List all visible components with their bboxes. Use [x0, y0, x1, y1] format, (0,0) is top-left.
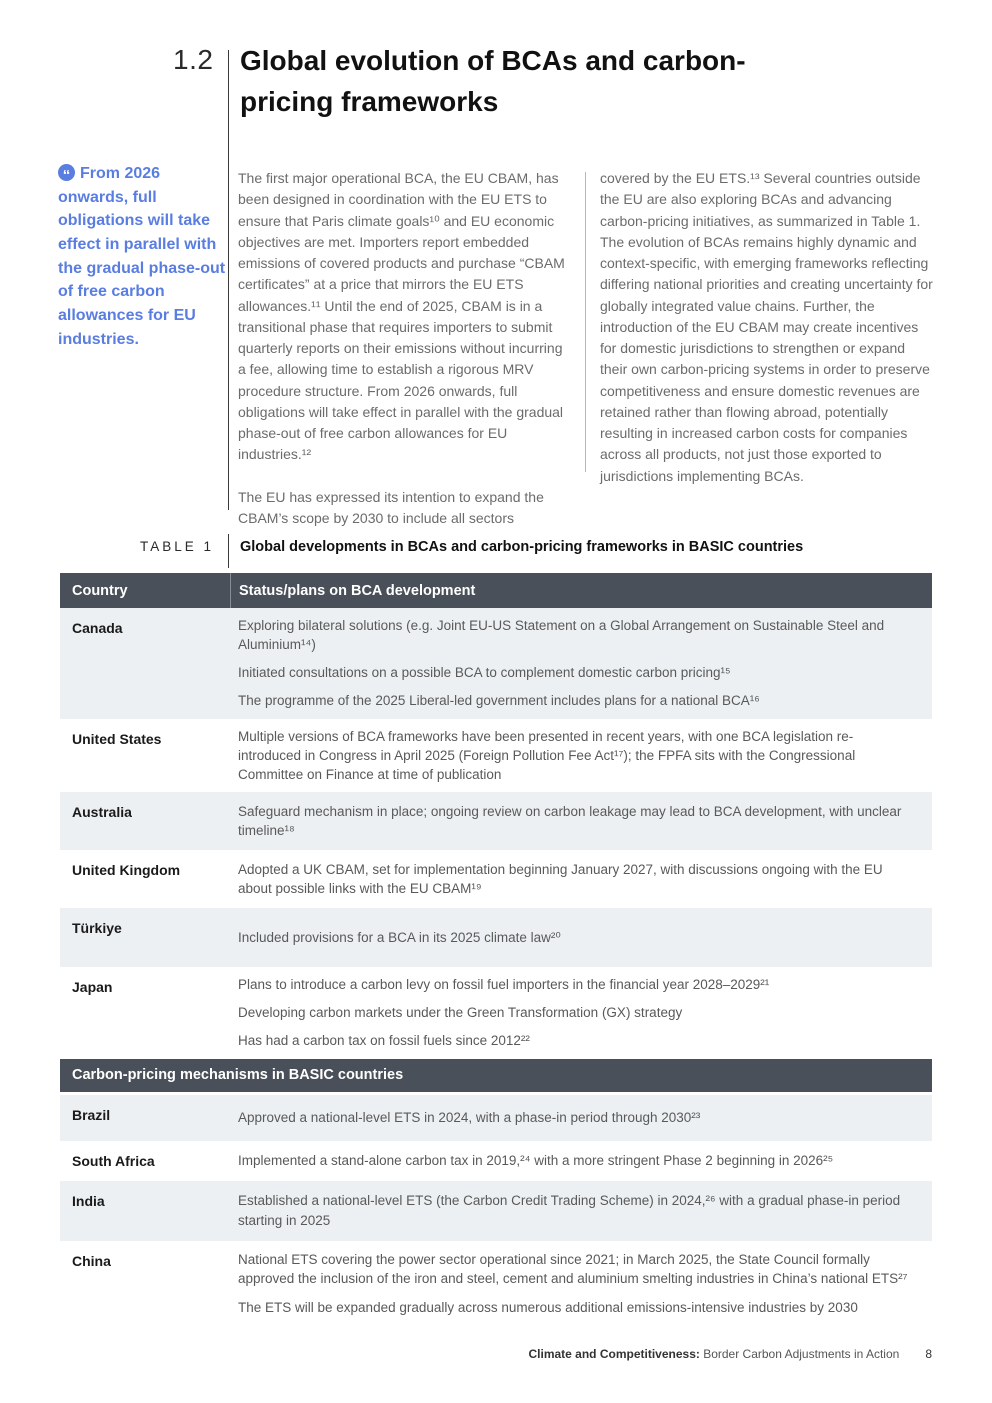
section-number: 1.2	[173, 44, 214, 75]
status-cell	[238, 608, 932, 719]
table-label: TABLE 1	[139, 539, 214, 554]
status-paragraph: Has had a carbon tax on fossil fuels since 2012²²	[238, 1033, 530, 1049]
body-column-2	[600, 168, 934, 487]
column-divider-rule	[585, 172, 586, 472]
table-row-australia	[60, 792, 932, 850]
table-caption: Global developments in BCAs and carbon-pricing frameworks in BASIC countries	[240, 539, 804, 555]
table-row-south-africa	[60, 1141, 932, 1181]
status-paragraph: Implemented a stand-alone carbon tax in 2019,²⁴ with a more stringent Phase 2 beginning in 2026²⁵	[238, 1152, 834, 1168]
status-paragraph: Initiated consultations on a possible BCA to complement domestic carbon pricing¹⁵	[238, 665, 731, 681]
status-cell	[238, 908, 932, 967]
table-row-united-kingdom	[60, 850, 932, 908]
country-cell: Türkiye	[72, 920, 122, 937]
body-paragraph: The first major operational BCA, the EU CBAM, has been designed in coordination with the EU ETS to ensure that Paris climate goals¹⁰ and EU economic objectives are met. Importers report embedded emissions of covered products and purchase “CBAM certificates” at a price that mirrors the EU ETS allowances.¹¹ Until the end of 2025, CBAM is in a transitional phase that requires importers to submit quarterly reports on their emissions without incurring a fee, allowing time to establish a rigorous MRV procedure structure. From 2026 onwards, full obligations will take effect in parallel with the gradual phase-out of free carbon allowances for EU industries.¹²	[238, 170, 565, 463]
footer-report-title: Climate and Competitiveness:	[528, 1347, 700, 1361]
status-paragraph: Established a national-level ETS (the Carbon Credit Trading Scheme) in 2024,²⁶ with a gradual phase-in period starting in 2025	[238, 1193, 901, 1228]
footer-report-subtitle: Border Carbon Adjustments in Action	[699, 1347, 900, 1361]
pull-quote-text: From 2026 onwards, full obligations will take effect in parallel with the gradual phase-out of free carbon allowances for EU industries.	[58, 165, 226, 348]
page-title	[240, 41, 840, 122]
status-paragraph: The ETS will be expanded gradually across numerous additional emissions-intensive industries by 2030	[238, 1299, 858, 1315]
column-header-status: Status/plans on BCA development	[230, 573, 932, 608]
table-row-canada	[60, 608, 932, 719]
status-cell	[238, 792, 932, 850]
page-number: 8	[925, 1347, 932, 1361]
status-cell	[238, 1241, 932, 1327]
table-section-header: Carbon-pricing mechanisms in BASIC countries	[60, 1059, 932, 1095]
status-cell	[238, 967, 932, 1058]
quote-icon: “	[58, 164, 75, 181]
status-paragraph: Developing carbon markets under the Green Transformation (GX) strategy	[238, 1005, 683, 1021]
status-paragraph: Included provisions for a BCA in its 2025 climate law²⁰	[238, 930, 561, 946]
status-paragraph: Multiple versions of BCA frameworks have been presented in recent years, with one BCA legislation re-introduced in Congress in April 2025 (Foreign Pollution Fee Act¹⁷); the FPFA sits with the Congressional Committee on Finance at time of publication	[238, 728, 856, 782]
page-title-line1: Global evolution of BCAs and carbon-	[240, 45, 746, 76]
status-paragraph: Exploring bilateral solutions (e.g. Joint EU-US Statement on a Global Arrangement on Sustainable Steel and Aluminium¹⁴)	[238, 618, 885, 653]
body-paragraph: The EU has expressed its intention to expand the CBAM’s scope by 2030 to include all sectors	[238, 488, 544, 526]
country-cell: Brazil	[72, 1106, 111, 1123]
table-row-china	[60, 1241, 932, 1327]
page-footer	[528, 1347, 932, 1361]
status-paragraph: Plans to introduce a carbon levy on fossil fuel importers in the financial year 2028–2029²¹	[238, 977, 770, 993]
table-row-japan	[60, 967, 932, 1058]
body-paragraph: covered by the EU ETS.¹³ Several countries outside the EU are also exploring BCAs and advancing carbon-pricing initiatives, as summarized in Table 1. The evolution of BCAs remains highly dynamic and context-specific, with emerging frameworks reflecting differing national priorities and creating uncertainty for globally integrated value chains. Further, the introduction of the EU CBAM may create incentives for domestic jurisdictions to strengthen or expand their own carbon-pricing systems in order to preserve competitiveness and ensure domestic revenues are retained rather than flowing abroad, potentially resulting in increased carbon costs for companies across all products, not just those exported to jurisdictions implementing BCAs.	[600, 170, 933, 484]
table-row-india	[60, 1181, 932, 1241]
country-cell: Japan	[72, 979, 113, 996]
country-cell: United Kingdom	[72, 862, 181, 879]
status-cell	[238, 719, 932, 792]
status-cell	[238, 1181, 932, 1241]
table-label-divider-rule	[228, 534, 229, 568]
table-header-row	[60, 573, 932, 608]
status-paragraph: Safeguard mechanism in place; ongoing review on carbon leakage may lead to BCA development, with unclear timeline¹⁸	[238, 803, 902, 839]
country-cell: India	[72, 1192, 105, 1209]
table-row-turkiye	[60, 908, 932, 967]
body-column-1	[238, 168, 572, 529]
table-row-united-states	[60, 719, 932, 792]
country-cell: Australia	[72, 804, 132, 821]
country-cell: China	[72, 1252, 111, 1269]
status-paragraph: Adopted a UK CBAM, set for implementation beginning January 2027, with discussions ongoing with the EU about possible links with the EU CBAM¹⁹	[238, 861, 883, 897]
status-cell	[238, 850, 932, 908]
bca-table	[60, 573, 932, 1327]
status-cell	[238, 1141, 932, 1181]
status-paragraph: The programme of the 2025 Liberal-led government includes plans for a national BCA¹⁶	[238, 693, 760, 709]
pull-quote	[58, 162, 226, 351]
country-cell: South Africa	[72, 1152, 155, 1169]
heading-divider-rule	[228, 50, 229, 510]
country-cell: Canada	[72, 620, 123, 636]
status-paragraph: Approved a national-level ETS in 2024, with a phase-in period through 2030²³	[238, 1109, 701, 1125]
page-title-line2: pricing frameworks	[240, 85, 499, 117]
status-cell	[238, 1095, 932, 1141]
country-cell: United States	[72, 730, 162, 747]
table-row-brazil	[60, 1095, 932, 1141]
column-header-country: Country	[72, 582, 128, 599]
status-paragraph: National ETS covering the power sector operational since 2021; in March 2025, the State Council formally approved the inclusion of the iron and steel, cement and aluminium smelting industries in China’s national ETS²⁷	[238, 1252, 908, 1287]
